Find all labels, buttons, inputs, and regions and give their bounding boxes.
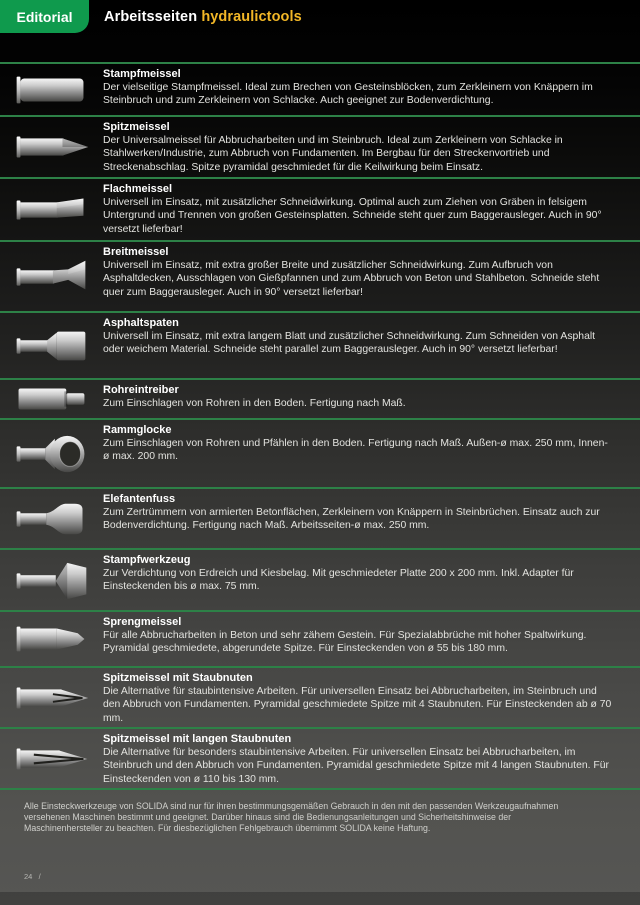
- tool-row-elefantenfuss: [0, 487, 640, 548]
- tool-row-stampfwerkzeug: [0, 548, 640, 610]
- tool-row-spitzmeissel-lange-staubnuten: [0, 727, 640, 788]
- stampfwerkzeug-plate-image: [0, 550, 103, 610]
- tool-title: Spitzmeissel: [103, 121, 170, 133]
- list-end-divider: [0, 788, 640, 790]
- tool-description: Der vielseitige Stampfmeissel. Ideal zum Brechen von Gesteinsblöcken, zum Zerkleinern von Knäppern im Steinbruch und zum Zerkleinern von Schlacke. Auch geeignet zur Bodenverdichtung.: [103, 82, 593, 107]
- tool-row-spitzmeissel: [0, 115, 640, 177]
- spitzmeissel-lange-staubnuten-image: [0, 729, 103, 788]
- tool-description: Zum Einschlagen von Rohren und Pfählen in den Boden. Fertigung nach Maß. Außen-ø max. 250 mm, Innen-ø max. 200 mm.: [103, 438, 608, 463]
- page-title: [104, 9, 302, 25]
- tool-title: Sprengmeissel: [103, 616, 182, 628]
- tool-row-breitmeissel: [0, 240, 640, 311]
- tool-description: Zum Zertrümmern von armierten Betonflächen, Zerkleinern von Knäppern in Steinbrüchen. Einsatz auch zur Bodenverdichtung. Fertigung nach Maß. Arbeitsseiten-ø max. 250 mm.: [103, 507, 600, 532]
- tool-title: Rammglocke: [103, 424, 172, 436]
- bottom-edge-strip: [0, 892, 640, 905]
- rammglocke-bell-image: [0, 420, 103, 487]
- tool-row-flachmeissel: [0, 177, 640, 240]
- tool-description: Universell im Einsatz, mit extra langem Blatt und zusätzlicher Schneidwirkung. Zum Schneiden von Asphalt oder weichem Material. Schneide steht parallel zum Baggerausleger. Auch in 90° versetzt lieferbar!: [103, 331, 596, 356]
- tool-description: Der Universalmeissel für Abbrucharbeiten und im Steinbruch. Ideal zum Zerkleinern von Schlacke in Stahlwerken/Industrie, zum Abbruch von Fundamenten. Im Bergbau für den Streckenvortrieb und Streckenabschlag. Spitze pyramidal geschmiedet für die Keilwirkung beim Einsatz.: [103, 135, 563, 173]
- tool-title: Breitmeissel: [103, 246, 169, 258]
- tool-list: [0, 62, 640, 790]
- tool-description: Universell im Einsatz, mit extra großer Breite und zusätzlicher Schneidwirkung. Zum Aufbruch von Asphaltdecken, Ausschlagen von Gießpfannen und zum Abbruch von Beton und Stahlbeton. Schneide steht quer zum Baggerausleger. Auch in 90° versetzt lieferbar!: [103, 260, 600, 298]
- tool-title: Stampfwerkzeug: [103, 554, 191, 566]
- tool-title: Stampfmeissel: [103, 68, 181, 80]
- spitzmeissel-staubnuten-image: [0, 668, 103, 727]
- tool-row-stampfmeissel: [0, 62, 640, 115]
- elefantenfuss-foot-image: [0, 489, 103, 548]
- sprengmeissel-blunt-point-image: [0, 612, 103, 666]
- tool-title: Spitzmeissel mit langen Staubnuten: [103, 733, 292, 745]
- tool-title: Rohreintreiber: [103, 384, 179, 396]
- tool-title: Spitzmeissel mit Staubnuten: [103, 672, 253, 684]
- tool-row-rammglocke: [0, 418, 640, 487]
- tool-row-sprengmeissel: [0, 610, 640, 666]
- asphaltspaten-spade-image: [0, 313, 103, 378]
- tool-row-asphaltspaten: [0, 311, 640, 378]
- legal-disclaimer: Alle Einsteckwerkzeuge von SOLIDA sind nur für ihren bestimmungsgemäßen Gebrauch in den mit den passenden Werkzeugaufnahmen versehenen Maschinen bestimmt und geeignet. Darüber hinaus sind die Bedienungsanleitungen und Sicherheitshinweise der Maschinenhersteller zu beachten. Für diesbezüglichen Fehlgebrauch übernimmt SOLIDA keine Haftung.: [24, 801, 559, 833]
- stampfmeissel-cylinder-image: [0, 64, 103, 115]
- breitmeissel-wide-blade-image: [0, 242, 103, 311]
- tool-row-spitzmeissel-staubnuten: [0, 666, 640, 727]
- rohreintreiber-stepped-cylinder-image: [0, 380, 103, 418]
- editorial-badge-label: Editorial: [16, 8, 73, 25]
- tool-description: Die Alternative für staubintensive Arbeiten. Für universellen Einsatz bei Abbrucharbeiten, im Steinbruch und den Abbruch von Fundamenten. Pyramidal geschmiedete Spitze mit 4 Staubnuten. Für Einsteckenden ab ø 70 mm.: [103, 686, 612, 724]
- tool-description: Die Alternative für besonders staubintensive Arbeiten. Für universellen Einsatz bei Abbrucharbeiten, im Steinbruch und den Abbruch von Fundamenten. Pyramidal geschmiedete Spitze mit 4 langen Staubnuten. Für Einsteckenden von ø 110 bis 130 mm.: [103, 747, 609, 785]
- tool-description: Universell im Einsatz, mit zusätzlicher Schneidwirkung. Optimal auch zum Ziehen von Gräben in felsigem Untergrund und Trennen von großen Gesteinsplatten. Schneide steht quer zum Baggerausleger. Auch in 90° versetzt lieferbar!: [103, 197, 602, 235]
- editorial-badge: [0, 0, 89, 33]
- brand-name: hydraulictools: [201, 9, 302, 25]
- tool-title: Flachmeissel: [103, 183, 173, 195]
- tool-row-rohreintreiber: [0, 378, 640, 418]
- flachmeissel-flat-blade-image: [0, 179, 103, 240]
- tool-title: Asphaltspaten: [103, 317, 179, 329]
- tool-description: Zur Verdichtung von Erdreich und Kiesbelag. Mit geschmiedeter Platte 200 x 200 mm. Inkl. Adapter für Einsteckenden bis ø max. 75 mm.: [103, 568, 574, 593]
- page-number: 24 /: [24, 872, 41, 881]
- tool-title: Elefantenfuss: [103, 493, 176, 505]
- tool-description: Zum Einschlagen von Rohren in den Boden. Fertigung nach Maß.: [103, 398, 406, 409]
- tool-description: Für alle Abbrucharbeiten in Beton und sehr zähem Gestein. Für Spezialabbrüche mit hoher Spaltwirkung. Pyramidal geschmiedete, abgerundete Spitze. Für Einsteckenden von ø 55 bis 180 mm.: [103, 630, 587, 655]
- page-title-text: Arbeitsseiten: [104, 9, 198, 25]
- spitzmeissel-point-image: [0, 117, 103, 177]
